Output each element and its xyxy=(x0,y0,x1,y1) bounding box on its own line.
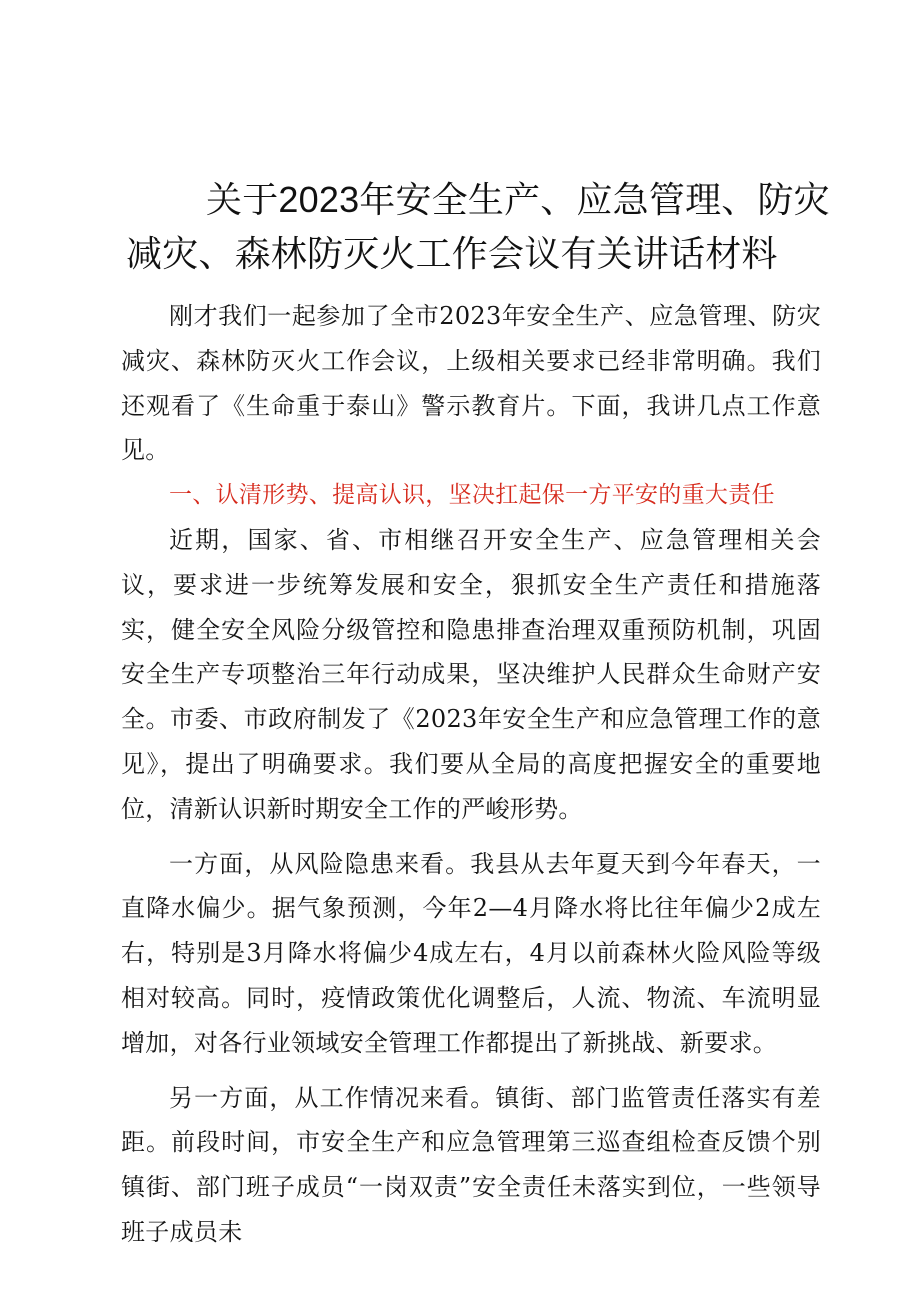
title-line-2: 减灾、森林防灭火工作会议有关讲话材料 xyxy=(126,233,778,274)
paragraph-situation: 近期，国家、省、市相继召开安全生产、应急管理相关会议，要求进一步统筹发展和安全，狠抓安全生产责任和措施落实，健全安全风险分级管控和隐患排查治理双重预防机制，巩固安全生产专项整治三年行动成果，坚决维护人民群众生命财产安全。市委、市政府制发了《2023年安全生产和应急管理工作的意见》，提出了明确要求。我们要从全局的高度把握安全的重要地位，清新认识新时期安全工作的严峻形势。 xyxy=(121,525,821,823)
document-title xyxy=(126,173,830,281)
document-body xyxy=(121,294,821,1255)
paragraph-intro: 刚才我们一起参加了全市2023年安全生产、应急管理、防灾减灾、森林防灭火工作会议，上级相关要求已经非常明确。我们还观看了《生命重于泰山》警示教育片。下面，我讲几点工作意见。 xyxy=(121,302,821,465)
section-heading: 一、认清形势、提高认识，坚决扛起保一方平安的重大责任 xyxy=(169,482,775,509)
title-line-1: 关于2023年安全生产、应急管理、防灾 xyxy=(206,179,830,220)
paragraph-work: 另一方面，从工作情况来看。镇街、部门监管责任落实有差距。前段时间，市安全生产和应急管理第三巡查组检查反馈个别镇街、部门班子成员“一岗双责”安全责任未落实到位，一些领导班子成员未 xyxy=(121,1083,821,1246)
paragraph-risk: 一方面，从风险隐患来看。我县从去年夏天到今年春天，一直降水偏少。据气象预测，今年2—4月降水将比往年偏少2成左右，特别是3月降水将偏少4成左右，4月以前森林火险风险等级相对较高。同时，疫情政策优化调整后，人流、物流、车流明显增加，对各行业领域安全管理工作都提出了新挑战、新要求。 xyxy=(121,849,821,1057)
